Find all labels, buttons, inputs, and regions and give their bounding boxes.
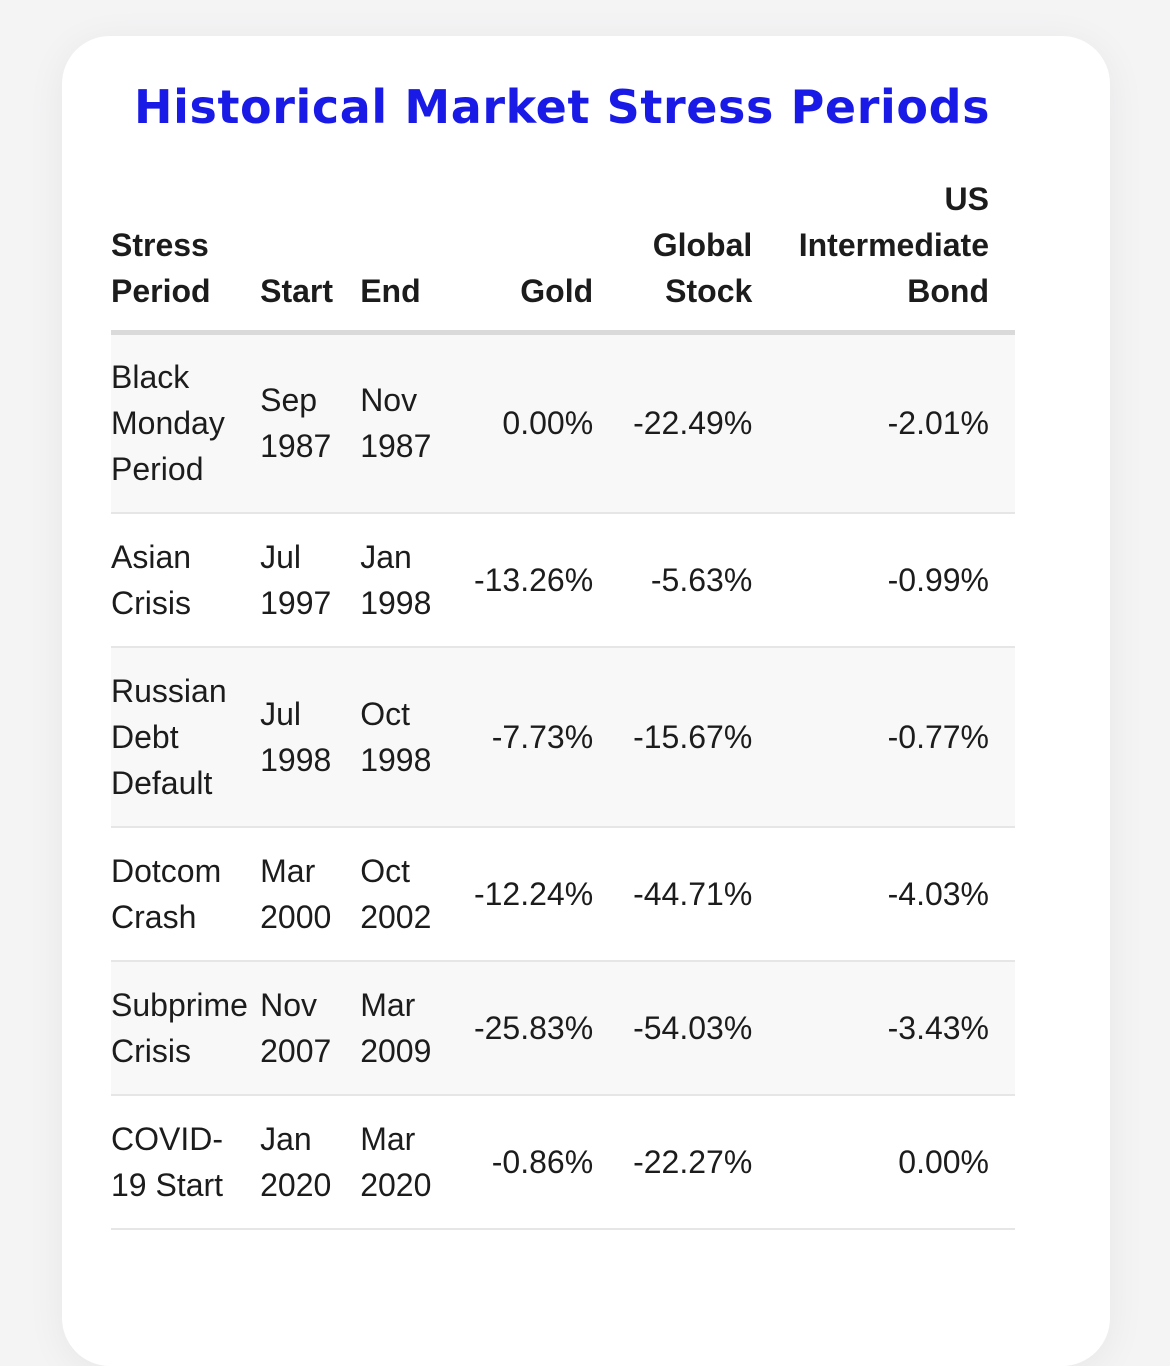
cell-start: Jan 2020 bbox=[260, 1095, 360, 1229]
cell-bond: -0.99% bbox=[752, 513, 1015, 647]
cell-end: Oct 2002 bbox=[360, 827, 447, 961]
cell-bond: -0.77% bbox=[752, 647, 1015, 827]
cell-global-stock: -15.67% bbox=[593, 647, 752, 827]
cell-end: Nov 1987 bbox=[360, 333, 447, 513]
header-stress-period: Stress Period bbox=[111, 176, 260, 333]
cell-gold: -13.26% bbox=[447, 513, 593, 647]
header-us-intermediate-bond: US Intermediate Bond bbox=[752, 176, 1015, 333]
cell-start: Mar 2000 bbox=[260, 827, 360, 961]
cell-gold: -12.24% bbox=[447, 827, 593, 961]
header-gold: Gold bbox=[447, 176, 593, 333]
header-end: End bbox=[360, 176, 447, 333]
cell-start: Jul 1997 bbox=[260, 513, 360, 647]
cell-gold: 0.00% bbox=[447, 333, 593, 513]
cell-end: Jan 1998 bbox=[360, 513, 447, 647]
cell-global-stock: -44.71% bbox=[593, 827, 752, 961]
cell-bond: -3.43% bbox=[752, 961, 1015, 1095]
header-start: Start bbox=[260, 176, 360, 333]
cell-start: Jul 1998 bbox=[260, 647, 360, 827]
table-row bbox=[111, 961, 1015, 1095]
cell-global-stock: -22.27% bbox=[593, 1095, 752, 1229]
table-row bbox=[111, 513, 1015, 647]
table-row bbox=[111, 827, 1015, 961]
table-row bbox=[111, 333, 1015, 513]
cell-period: Russian Debt Default bbox=[111, 647, 260, 827]
cell-start: Nov 2007 bbox=[260, 961, 360, 1095]
cell-start: Sep 1987 bbox=[260, 333, 360, 513]
cell-bond: 0.00% bbox=[752, 1095, 1015, 1229]
cell-global-stock: -54.03% bbox=[593, 961, 752, 1095]
cell-period: Subprime Crisis bbox=[111, 961, 260, 1095]
cell-period: Dotcom Crash bbox=[111, 827, 260, 961]
table-row bbox=[111, 647, 1015, 827]
cell-gold: -7.73% bbox=[447, 647, 593, 827]
cell-period: Asian Crisis bbox=[111, 513, 260, 647]
table-scroll-container[interactable] bbox=[111, 176, 1037, 1256]
cell-end: Mar 2009 bbox=[360, 961, 447, 1095]
cell-gold: -0.86% bbox=[447, 1095, 593, 1229]
page-title: Historical Market Stress Periods bbox=[134, 80, 991, 134]
stress-periods-table bbox=[111, 176, 1015, 1230]
cell-global-stock: -5.63% bbox=[593, 513, 752, 647]
cell-period: Black Monday Period bbox=[111, 333, 260, 513]
cell-bond: -4.03% bbox=[752, 827, 1015, 961]
cell-end: Oct 1998 bbox=[360, 647, 447, 827]
cell-end: Mar 2020 bbox=[360, 1095, 447, 1229]
table-row bbox=[111, 1095, 1015, 1229]
cell-period: COVID- 19 Start bbox=[111, 1095, 260, 1229]
cell-bond: -2.01% bbox=[752, 333, 1015, 513]
cell-global-stock: -22.49% bbox=[593, 333, 752, 513]
table-header-row bbox=[111, 176, 1015, 333]
cell-gold: -25.83% bbox=[447, 961, 593, 1095]
header-global-stock: Global Stock bbox=[593, 176, 752, 333]
